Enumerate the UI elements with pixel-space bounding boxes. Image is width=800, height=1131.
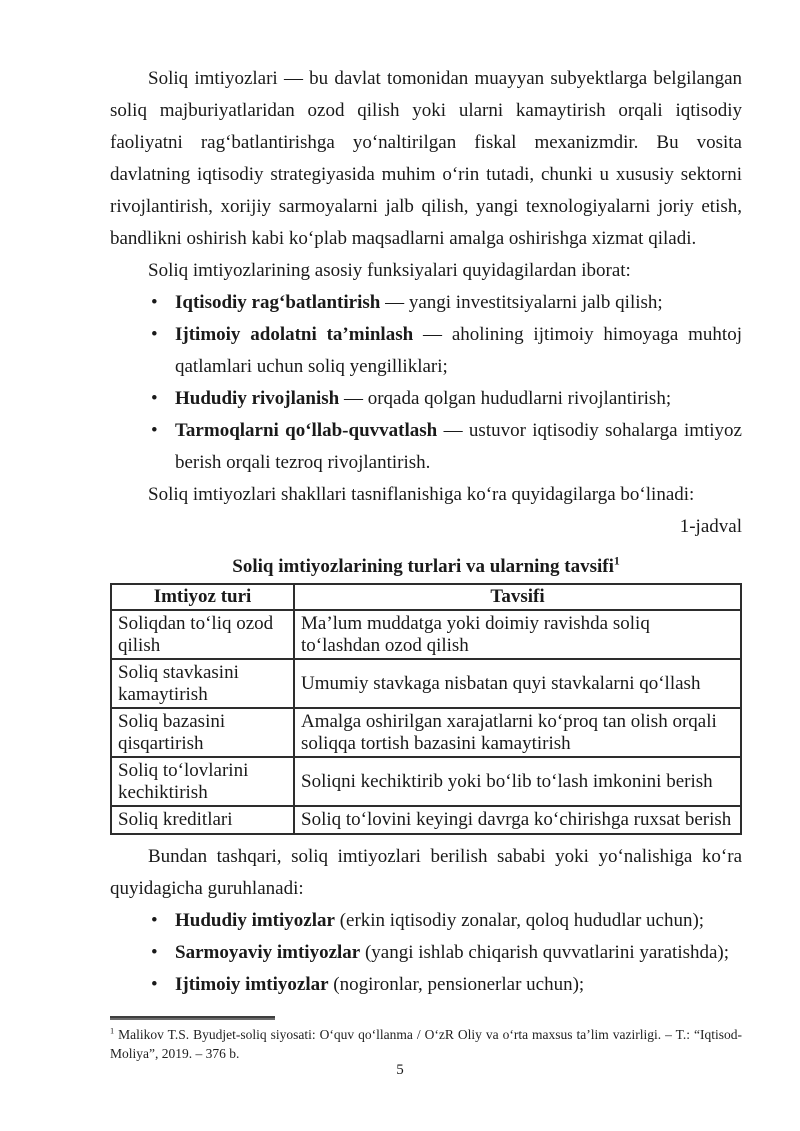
column-header-description: Tavsifi bbox=[294, 584, 741, 610]
bullet-lead: Ijtimoiy imtiyozlar bbox=[175, 973, 329, 995]
bullet-lead: Iqtisodiy rag‘batlantirish bbox=[175, 292, 381, 313]
bullet-lead: Ijtimoiy adolatni ta’minlash bbox=[175, 324, 414, 345]
footnote-separator-line bbox=[110, 1016, 275, 1020]
footnote-body: Malikov T.S. Byudjet-soliq siyosati: O‘quv qo‘llanma / O‘zR Oliy va o‘rta maxsus ta’lim vazirligi. – T.: “Iqtisod-Moliya”, 2019. – 376 b. bbox=[110, 1027, 742, 1061]
column-header-type: Imtiyoz turi bbox=[111, 584, 294, 610]
group-bullet-1 bbox=[110, 905, 742, 937]
table-row bbox=[111, 806, 741, 834]
cell-incentive-description: Soliq to‘lovini keyingi davrga ko‘chirishga ruxsat berish bbox=[294, 806, 741, 834]
bullet-icon: • bbox=[151, 973, 158, 995]
table-title bbox=[110, 551, 742, 583]
group-bullet-2 bbox=[110, 937, 742, 969]
bullet-icon: • bbox=[151, 420, 158, 441]
bullet-icon: • bbox=[151, 292, 158, 313]
bullet-lead: Hududiy rivojlanish bbox=[175, 388, 340, 409]
cell-incentive-type: Soliqdan to‘liq ozod qilish bbox=[111, 610, 294, 659]
cell-incentive-type: Soliq kreditlari bbox=[111, 806, 294, 834]
function-bullet-2 bbox=[110, 319, 742, 383]
intro-paragraph: Soliq imtiyozlari — bu davlat tomonidan muayyan subyektlarga belgilangan soliq majburiyatlaridan ozod qilish yoki ularni kamaytirish orqali iqtisodiy faoliyatni rag‘batlantirishga yo‘naltirilgan fiskal mexanizmdir. Bu vosita davlatning iqtisodiy strategiyasida muhim o‘rin tutadi, chunki u xususiy sektorni rivojlantirish, xorijiy sarmoyalarni jalb qilish, yangi texnologiyalarni joriy etish, bandlikni oshirish kabi ko‘plab maqsadlarni amalga oshirishga xizmat qiladi. bbox=[110, 68, 742, 249]
group-bullet-3 bbox=[110, 969, 742, 1001]
bullet-lead: Sarmoyaviy imtiyozlar bbox=[175, 941, 361, 963]
bullet-rest: — yangi investitsiyalarni jalb qilish; bbox=[380, 292, 663, 313]
bullet-icon: • bbox=[151, 388, 158, 409]
grouping-lead-paragraph: Bundan tashqari, soliq imtiyozlari berilish sababi yoki yo‘nalishiga ko‘ra quyidagicha guruhlanadi: bbox=[110, 845, 742, 899]
table-title-text: Soliq imtiyozlarining turlari va ularning tavsifi bbox=[232, 556, 614, 577]
bullet-icon: • bbox=[151, 941, 158, 963]
bullet-icon: • bbox=[151, 909, 158, 931]
bullet-icon: • bbox=[151, 324, 158, 345]
bullet-rest: (erkin iqtisodiy zonalar, qoloq hududlar uchun); bbox=[334, 909, 705, 931]
table-number-label: 1-jadval bbox=[679, 516, 742, 537]
table-row bbox=[111, 610, 741, 659]
bullet-lead: Tarmoqlarni qo‘llab-quvvatlash bbox=[175, 420, 438, 441]
function-bullet-4 bbox=[110, 415, 742, 479]
table-header-row bbox=[111, 584, 741, 610]
table-title-footnote-ref: 1 bbox=[613, 554, 620, 568]
footnote-marker: 1 bbox=[110, 1026, 115, 1036]
footnote-section bbox=[110, 1016, 742, 1063]
cell-incentive-description: Ma’lum muddatga yoki doimiy ravishda soliq to‘lashdan ozod qilish bbox=[294, 610, 741, 659]
function-bullet-1 bbox=[110, 287, 742, 319]
cell-incentive-type: Soliq stavkasini kamaytirish bbox=[111, 659, 294, 708]
table-row bbox=[111, 708, 741, 757]
cell-incentive-description: Amalga oshirilgan xarajatlarni ko‘proq tan olish orqali soliqqa tortish bazasini kamaytirish bbox=[294, 708, 741, 757]
bullet-rest: — aholining ijtimoiy himoyaga muhtoj qatlamlari uchun soliq yengilliklari; bbox=[175, 324, 742, 377]
bullet-lead: Hududiy imtiyozlar bbox=[175, 909, 335, 931]
function-bullet-3 bbox=[110, 383, 742, 415]
cell-incentive-type: Soliq to‘lovlarini kechiktirish bbox=[111, 757, 294, 806]
bullet-rest: (yangi ishlab chiqarish quvvatlarini yaratishda); bbox=[360, 941, 730, 963]
cell-incentive-description: Soliqni kechiktirib yoki bo‘lib to‘lash imkonini berish bbox=[294, 757, 741, 806]
footnote-text bbox=[110, 1025, 742, 1063]
cell-incentive-description: Umumiy stavkaga nisbatan quyi stavkalarni qo‘llash bbox=[294, 659, 741, 708]
bullet-rest: — orqada qolgan hududlarni rivojlantirish; bbox=[339, 388, 672, 409]
page-number: 5 bbox=[396, 1062, 404, 1078]
tax-incentives-table bbox=[110, 583, 742, 835]
table-row bbox=[111, 659, 741, 708]
table-row bbox=[111, 757, 741, 806]
cell-incentive-type: Soliq bazasini qisqartirish bbox=[111, 708, 294, 757]
bullet-rest: — ustuvor iqtisodiy sohalarga imtiyoz berish orqali tezroq rivojlantirish. bbox=[175, 420, 742, 473]
bullet-rest: (nogironlar, pensionerlar uchun); bbox=[328, 973, 585, 995]
forms-lead-paragraph: Soliq imtiyozlari shakllari tasniflanishiga ko‘ra quyidagilarga bo‘linadi: bbox=[148, 484, 695, 505]
functions-lead-paragraph: Soliq imtiyozlarining asosiy funksiyalari quyidagilardan iborat: bbox=[148, 260, 631, 281]
